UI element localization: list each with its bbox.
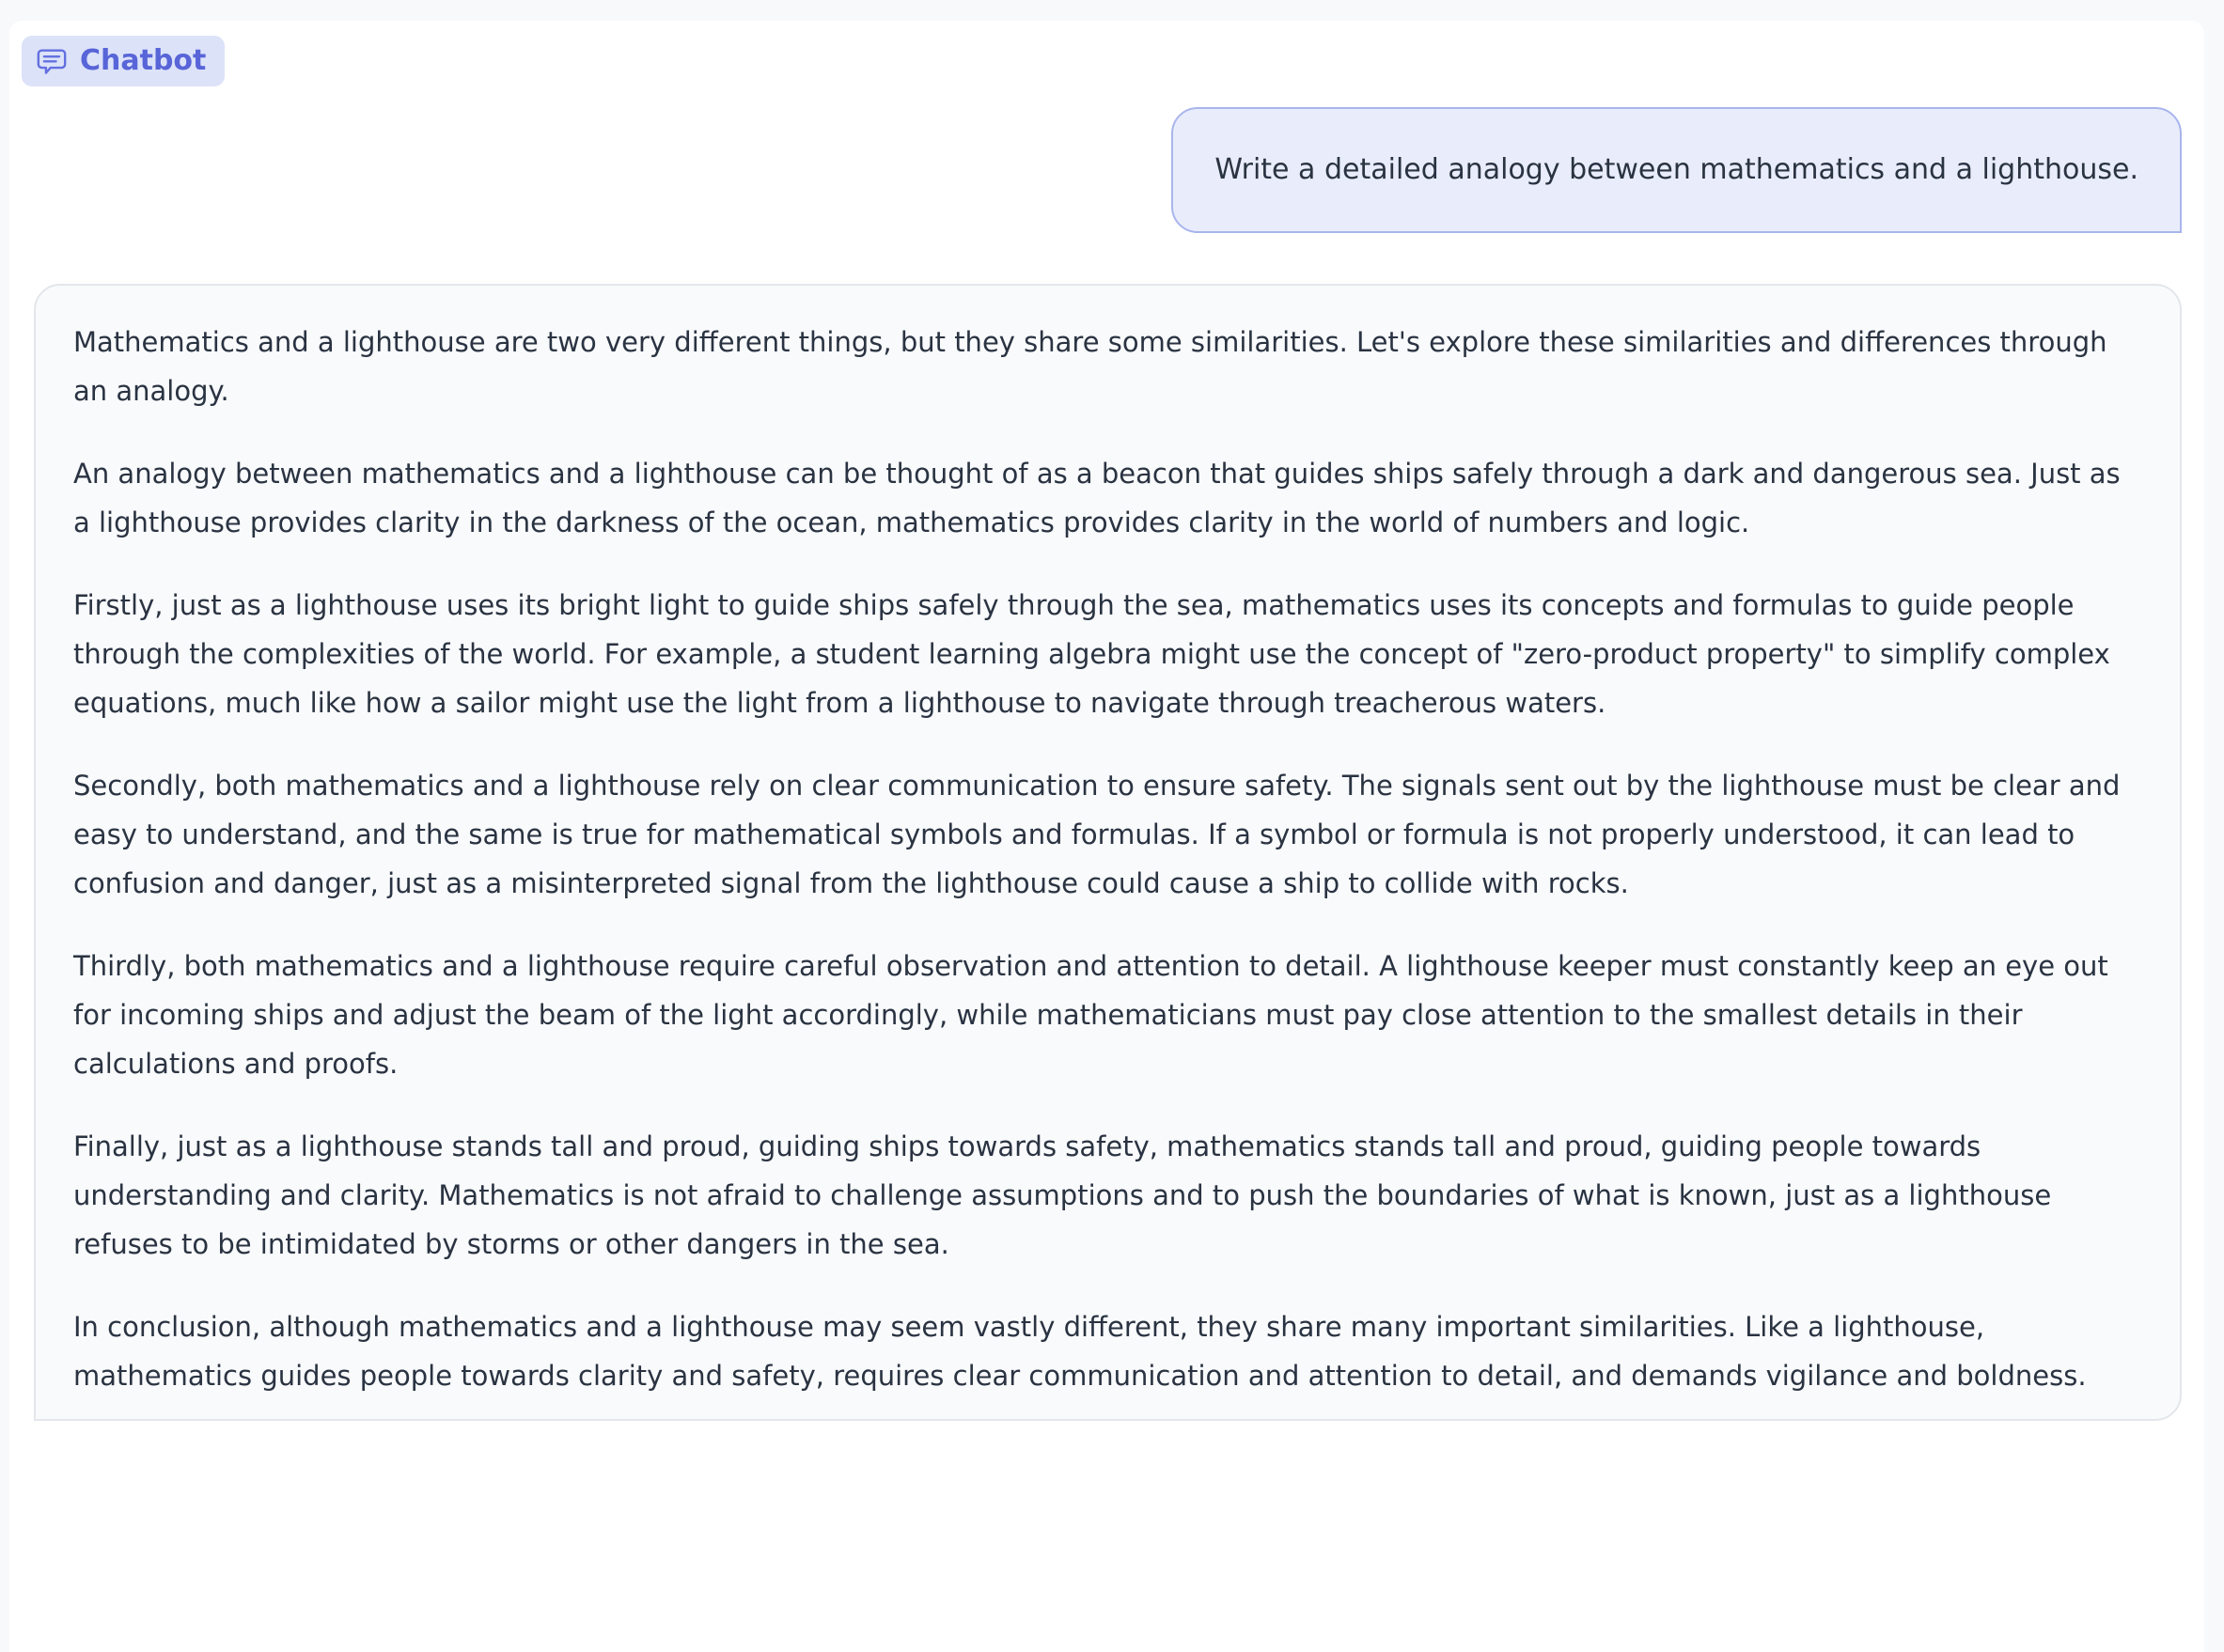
- user-message-bubble: [1171, 107, 2182, 233]
- bot-message-paragraph: Finally, just as a lighthouse stands tall and proud, guiding ships towards safety, mathematics stands tall and proud, guiding people towards understanding and clarity. Mathematics is not afraid to challenge assumptions and to push the boundaries of what is known, just as a lighthouse refuses to be intimidated by storms or other dangers in the sea.: [73, 1130, 2052, 1260]
- chat-message-list[interactable]: [34, 107, 2182, 1421]
- bot-message-paragraph: An analogy between mathematics and a lighthouse can be thought of as a beacon that guides ships safely through a dark and dangerous sea. Just as a lighthouse provides clarity in the darkness of the ocean, mathematics provides clarity in the world of numbers and logic.: [73, 458, 2121, 538]
- bot-message-paragraph: Thirdly, both mathematics and a lighthouse require careful observation and attention to detail. A lighthouse keeper must constantly keep an eye out for incoming ships and adjust the beam of the light accordingly, while mathematicians must pay close attention to the smallest details in their calculations and proofs.: [73, 950, 2108, 1080]
- bot-message-row: [34, 284, 2182, 1421]
- bot-message-paragraph: Firstly, just as a lighthouse uses its bright light to guide ships safely through the sea, mathematics uses its concepts and formulas to guide people through the complexities of the world. For example, a student learning algebra might use the concept of "zero-product property" to simplify complex equations, much like how a sailor might use the light from a lighthouse to navigate through treacherous waters.: [73, 589, 2110, 719]
- bot-message-paragraph: Secondly, both mathematics and a lighthouse rely on clear communication to ensure safety. The signals sent out by the lighthouse must be clear and easy to understand, and the same is true for mathematical symbols and formulas. If a symbol or formula is not properly understood, it can lead to confusion and danger, just as a misinterpreted signal from the lighthouse could cause a ship to collide with rocks.: [73, 770, 2121, 899]
- bot-message-paragraph: In conclusion, although mathematics and a lighthouse may seem vastly different, they share many important similarities. Like a lighthouse, mathematics guides people towards clarity and safety, requires clear communication and attention to detail, and demands vigilance and boldness.: [73, 1311, 2087, 1392]
- bot-message-paragraph: Mathematics and a lighthouse are two very different things, but they share some similarities. Let's explore these similarities and differences through an analogy.: [73, 326, 2107, 407]
- user-message-row: [34, 107, 2182, 233]
- chatbot-badge: [22, 36, 225, 86]
- chatbot-badge-label: Chatbot: [80, 44, 207, 77]
- bot-message-bubble: [34, 284, 2182, 1421]
- chat-bubble-icon: [36, 45, 68, 77]
- user-message-text: Write a detailed analogy between mathematics and a lighthouse.: [1214, 153, 2138, 186]
- chatbot-panel: [9, 21, 2204, 1652]
